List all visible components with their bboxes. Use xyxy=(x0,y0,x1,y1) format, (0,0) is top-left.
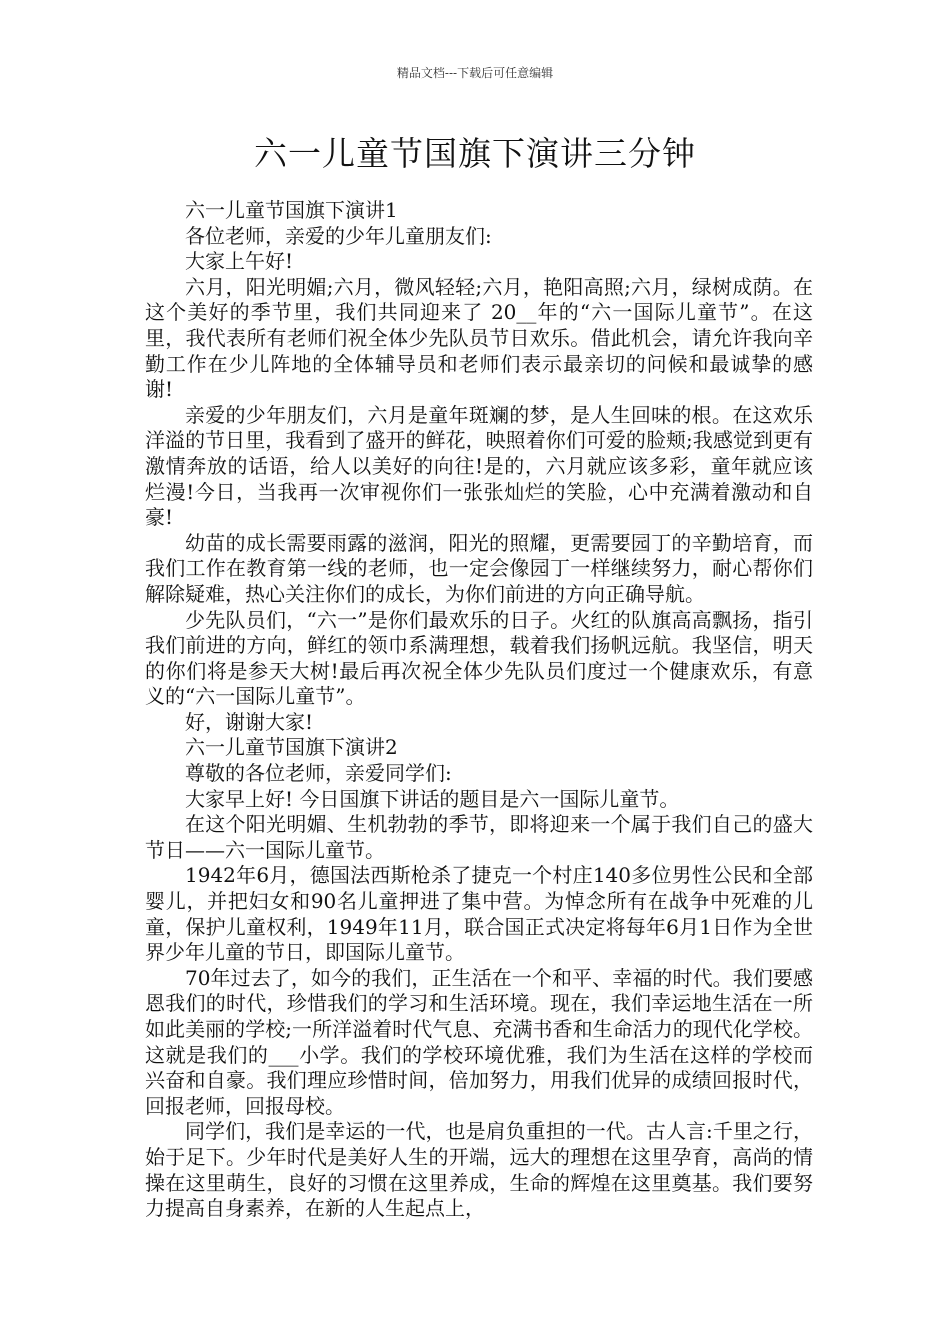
paragraph: 少先队员们，“六一”是你们最欢乐的日子。火红的队旗高高飘扬，指引我们前进的方向，鲜红的领巾系满理想，载着我们扬帆远航。我坚信，明天的你们将是参天大树!最后再次祝全体少先队员们度过一个健康欢乐，有意义的“六一国际儿童节”。 xyxy=(145,607,813,709)
paragraph: 亲爱的少年朋友们，六月是童年斑斓的梦，是人生回味的根。在这欢乐洋溢的节日里，我看到了盛开的鲜花，映照着你们可爱的脸颊;我感觉到更有激情奔放的话语，给人以美好的向往!是的，六月就应该多彩，童年就应该烂漫!今日，当我再一次审视你们一张张灿烂的笑脸，心中充满着激动和自豪! xyxy=(145,402,813,530)
paragraph: 同学们，我们是幸运的一代，也是肩负重担的一代。古人言:千里之行，始于足下。少年时代是美好人生的开端，远大的理想在这里孕育，高尚的情操在这里萌生，良好的习惯在这里养成，生命的辉煌在这里奠基。我们要努力提高自身素养，在新的人生起点上， xyxy=(145,1119,813,1221)
paragraph: 1942年6月，德国法西斯枪杀了捷克一个村庄140多位男性公民和全部婴儿，并把妇女和90名儿童押进了集中营。为悼念所有在战争中死难的儿童，保护儿童权利，1949年11月，联合国正式决定将每年6月1日作为全世界少年儿童的节日，即国际儿童节。 xyxy=(145,863,813,965)
paragraph: 在这个阳光明媚、生机勃勃的季节，即将迎来一个属于我们自己的盛大节日——六一国际儿童节。 xyxy=(145,812,813,862)
paragraph: 大家早上好! 今日国旗下讲话的题目是六一国际儿童节。 xyxy=(185,786,680,811)
document-title: 六一儿童节国旗下演讲三分钟 xyxy=(254,134,696,173)
paragraph: 幼苗的成长需要雨露的滋润，阳光的照耀，更需要园丁的辛勤培育，而我们工作在教育第一线的老师，也一定会像园丁一样继续努力，耐心帮你们解除疑难，热心关注你们的成长，为你们前进的方向正确导航。 xyxy=(145,530,813,606)
paragraph: 70年过去了，如今的我们，正生活在一个和平、幸福的时代。我们要感恩我们的时代，珍惜我们的学习和生活环境。现在，我们幸运地生活在一所如此美丽的学校;一所洋溢着时代气息、充满书香和生命活力的现代化学校。这就是我们的___小学。我们的学校环境优雅，我们为生活在这样的学校而兴奋和自豪。我们理应珍惜时间，倍加努力，用我们优异的成绩回报时代，回报老师，回报母校。 xyxy=(145,965,813,1118)
paragraph: 大家上午好! xyxy=(185,249,294,274)
header-note: 精品文档---下载后可任意编辑 xyxy=(396,66,554,80)
paragraph: 好，谢谢大家! xyxy=(185,709,314,734)
paragraph: 尊敬的各位老师，亲爱同学们: xyxy=(185,761,452,786)
paragraph: 各位老师，亲爱的少年儿童朋友们: xyxy=(185,223,492,248)
paragraph: 六月，阳光明媚;六月，微风轻轻;六月，艳阳高照;六月，绿树成荫。在这个美好的季节里，我们共同迎来了 20__年的“六一国际儿童节”。在这里，我代表所有老师们祝全体少先队员节日欢乐。借此机会，请允许我向辛勤工作在少儿阵地的全体辅导员和老师们表示最亲切的问候和最诚挚的感谢! xyxy=(145,274,813,402)
paragraph: 六一儿童节国旗下演讲1 xyxy=(185,198,398,222)
paragraph: 六一儿童节国旗下演讲2 xyxy=(185,735,398,760)
document-body xyxy=(145,198,813,1222)
